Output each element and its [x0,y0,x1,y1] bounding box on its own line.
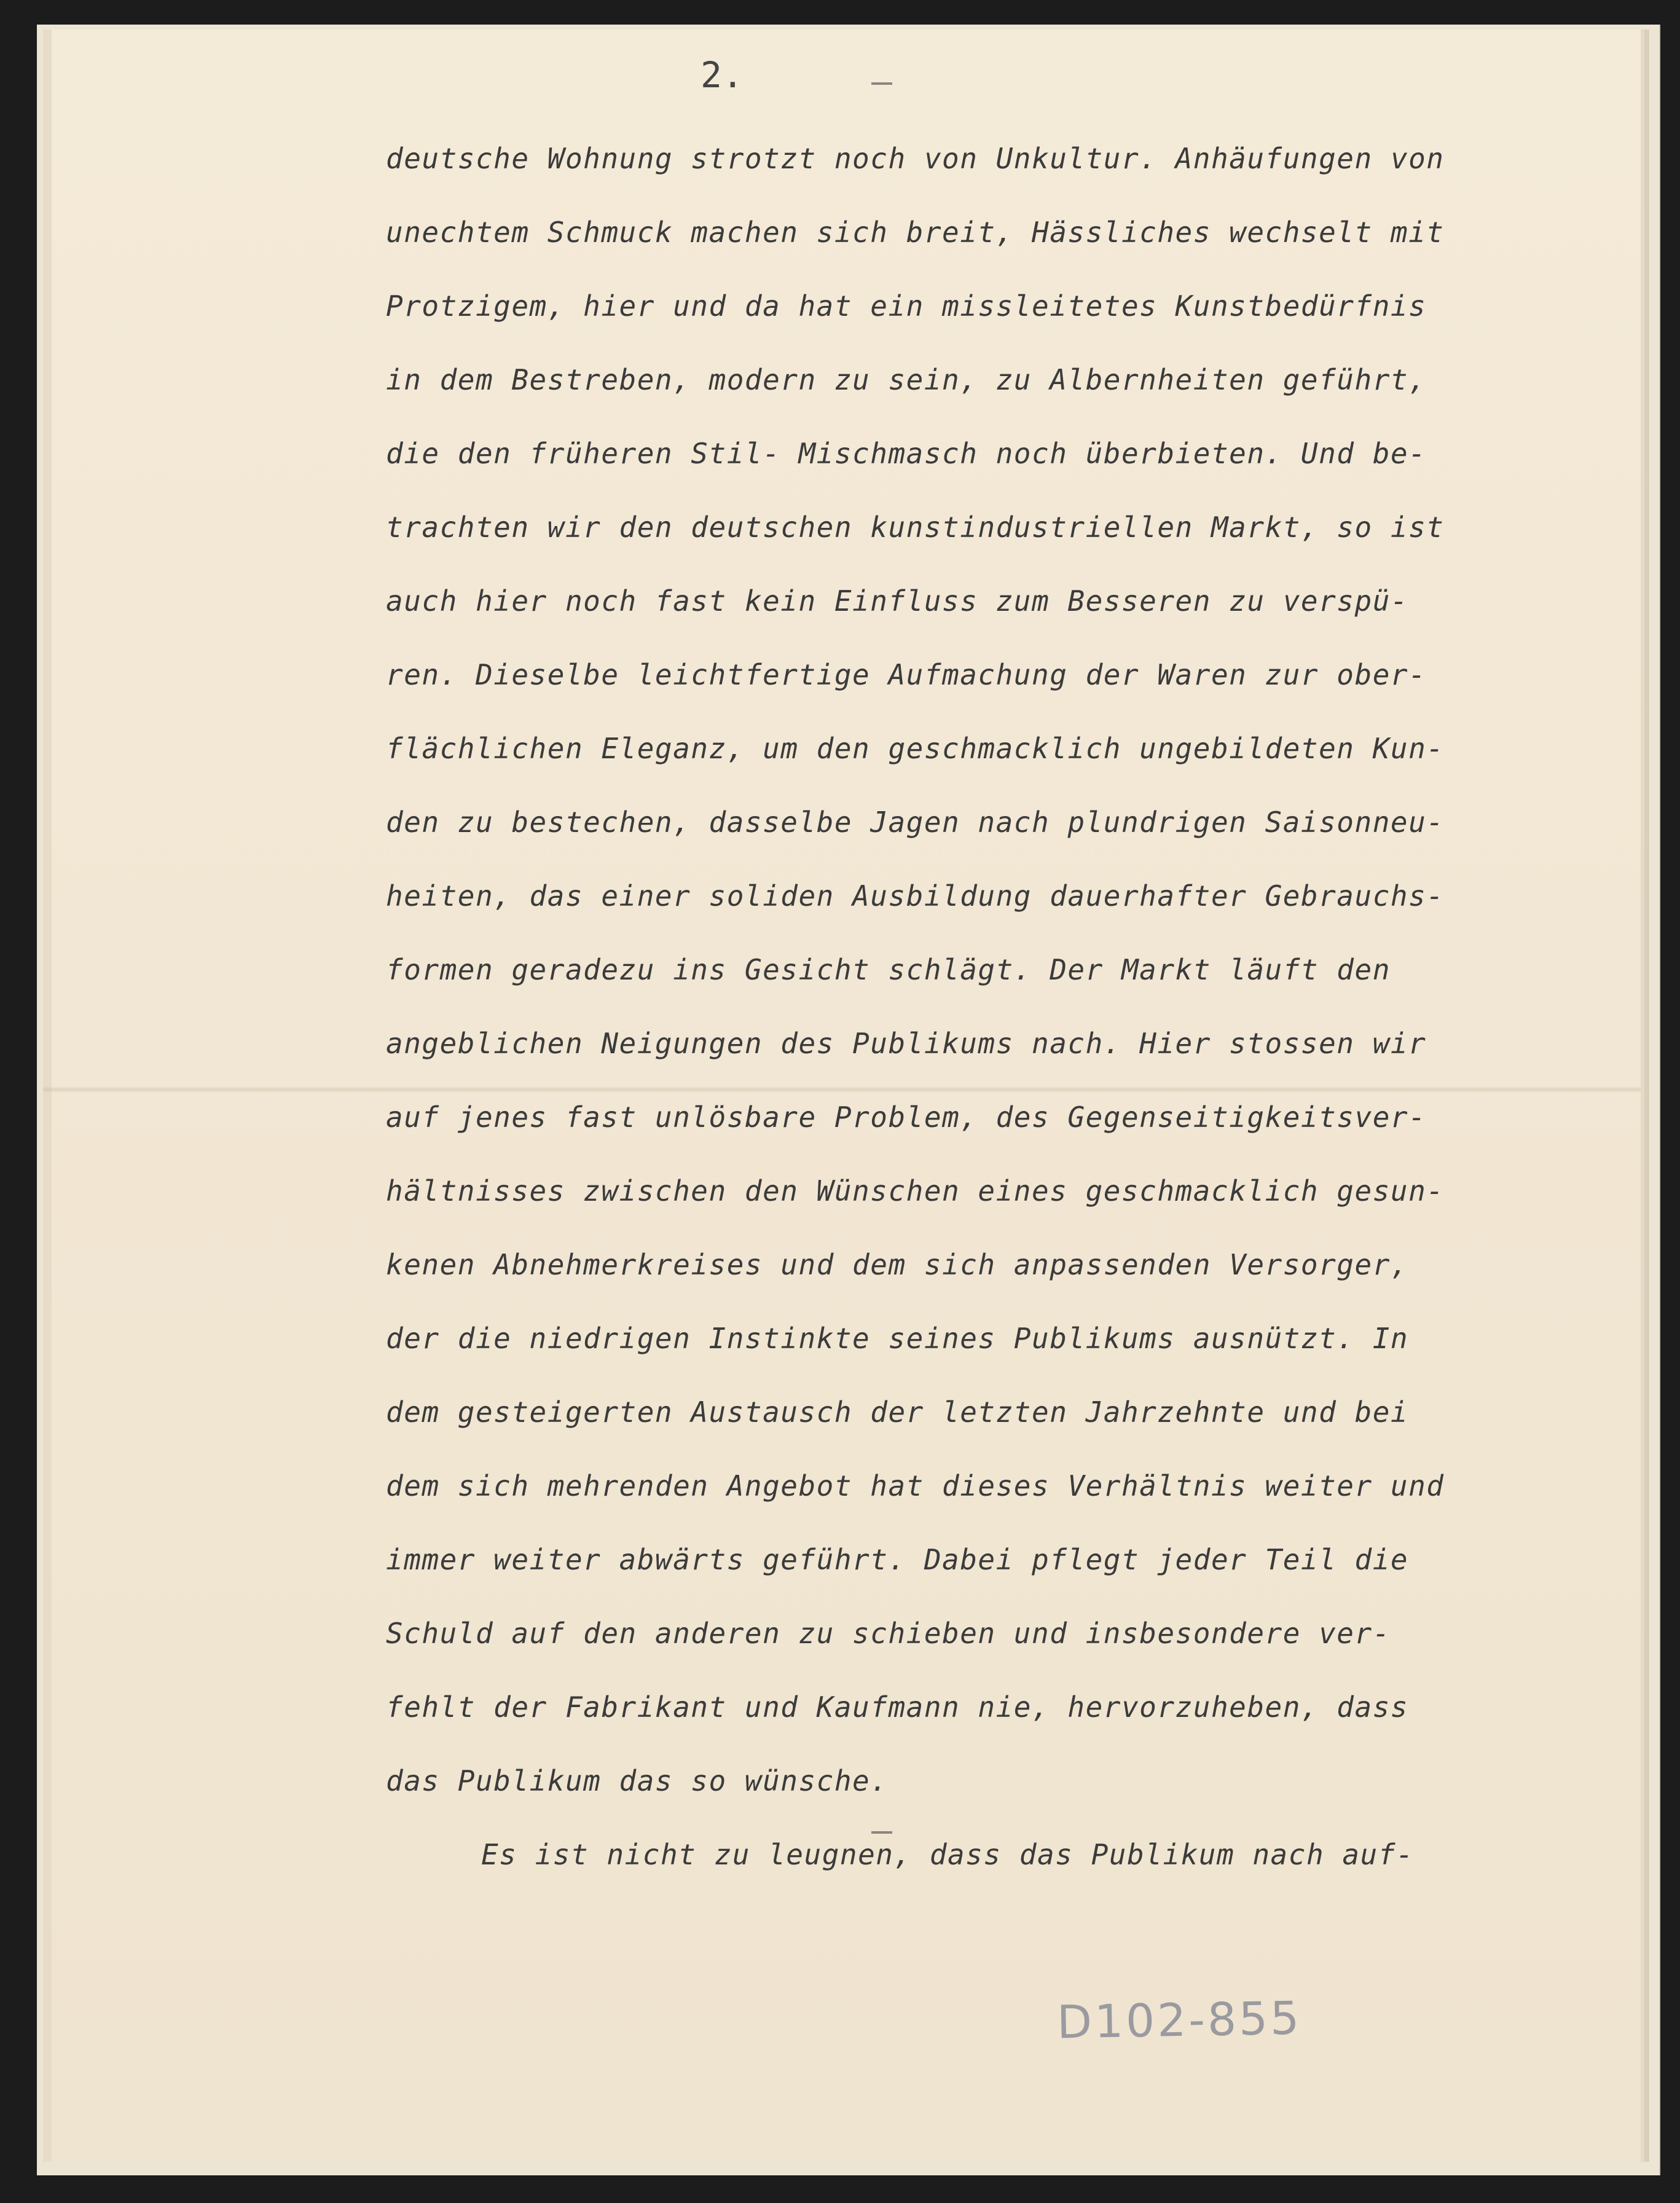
text-line: flächlichen Eleganz, um den geschmacklich ungebildeten Kun- [386,732,1445,765]
text-line: der die niedrigen Instinkte seines Publikums ausnützt. In [386,1322,1409,1355]
text-line: auf jenes fast unlösbare Problem, des Gegenseitigkeitsver- [386,1101,1427,1134]
text-line: in dem Bestreben, modern zu sein, zu Albernheiten geführt, [386,363,1427,396]
text-line: immer weiter abwärts geführt. Dabei pflegt jeder Teil die [386,1543,1409,1576]
text-line: fehlt der Fabrikant und Kaufmann nie, hervorzuheben, dass [386,1691,1409,1724]
text-line: den zu bestechen, dasselbe Jagen nach plundrigen Saisonneu- [386,806,1445,839]
text-line: trachten wir den deutschen kunstindustriellen Markt, so ist [386,511,1445,544]
text-line: Protzigem, hier und da hat ein missleitetes Kunstbedürfnis [386,289,1427,323]
text-line: dem sich mehrenden Angebot hat dieses Verhältnis weiter und [386,1469,1445,1502]
text-line: kenen Abnehmerkreises und dem sich anpassenden Versorger, [386,1248,1409,1281]
text-line: dem gesteigerten Austausch der letzten Jahrzehnte und bei [386,1396,1409,1429]
text-line: heiten, das einer soliden Ausbildung dauerhafter Gebrauchs- [386,879,1445,913]
top-dash-mark [871,82,892,85]
text-line: angeblichen Neigungen des Publikums nach. Hier stossen wir [386,1027,1427,1060]
body-text [386,138,1590,1908]
archive-number-annotation: D102-855 [1056,1992,1302,2049]
text-line: die den früheren Stil- Mischmasch noch überbieten. Und be- [386,437,1427,470]
text-line: auch hier noch fast kein Einfluss zum Besseren zu verspü- [386,584,1409,618]
text-line: unechtem Schmuck machen sich breit, Hässliches wechselt mit [386,216,1445,249]
text-line: hältnisses zwischen den Wünschen eines geschmacklich gesun- [386,1174,1445,1208]
text-line: Schuld auf den anderen zu schieben und insbesondere ver- [386,1617,1391,1650]
text-line: das Publikum das so wünsche. [386,1764,889,1797]
text-line: deutsche Wohnung strotzt noch von Unkultur. Anhäufungen von [386,142,1445,175]
text-line: formen geradezu ins Gesicht schlägt. Der Markt läuft den [386,953,1391,986]
text-line: ren. Dieselbe leichtfertige Aufmachung der Waren zur ober- [386,658,1427,691]
page-number: 2. [701,54,744,96]
text-line-paragraph-start: Es ist nicht zu leugnen, dass das Publikum nach auf- [481,1838,1415,1871]
page-edge-strip [43,29,52,2162]
bottom-dash-mark [871,1831,892,1834]
